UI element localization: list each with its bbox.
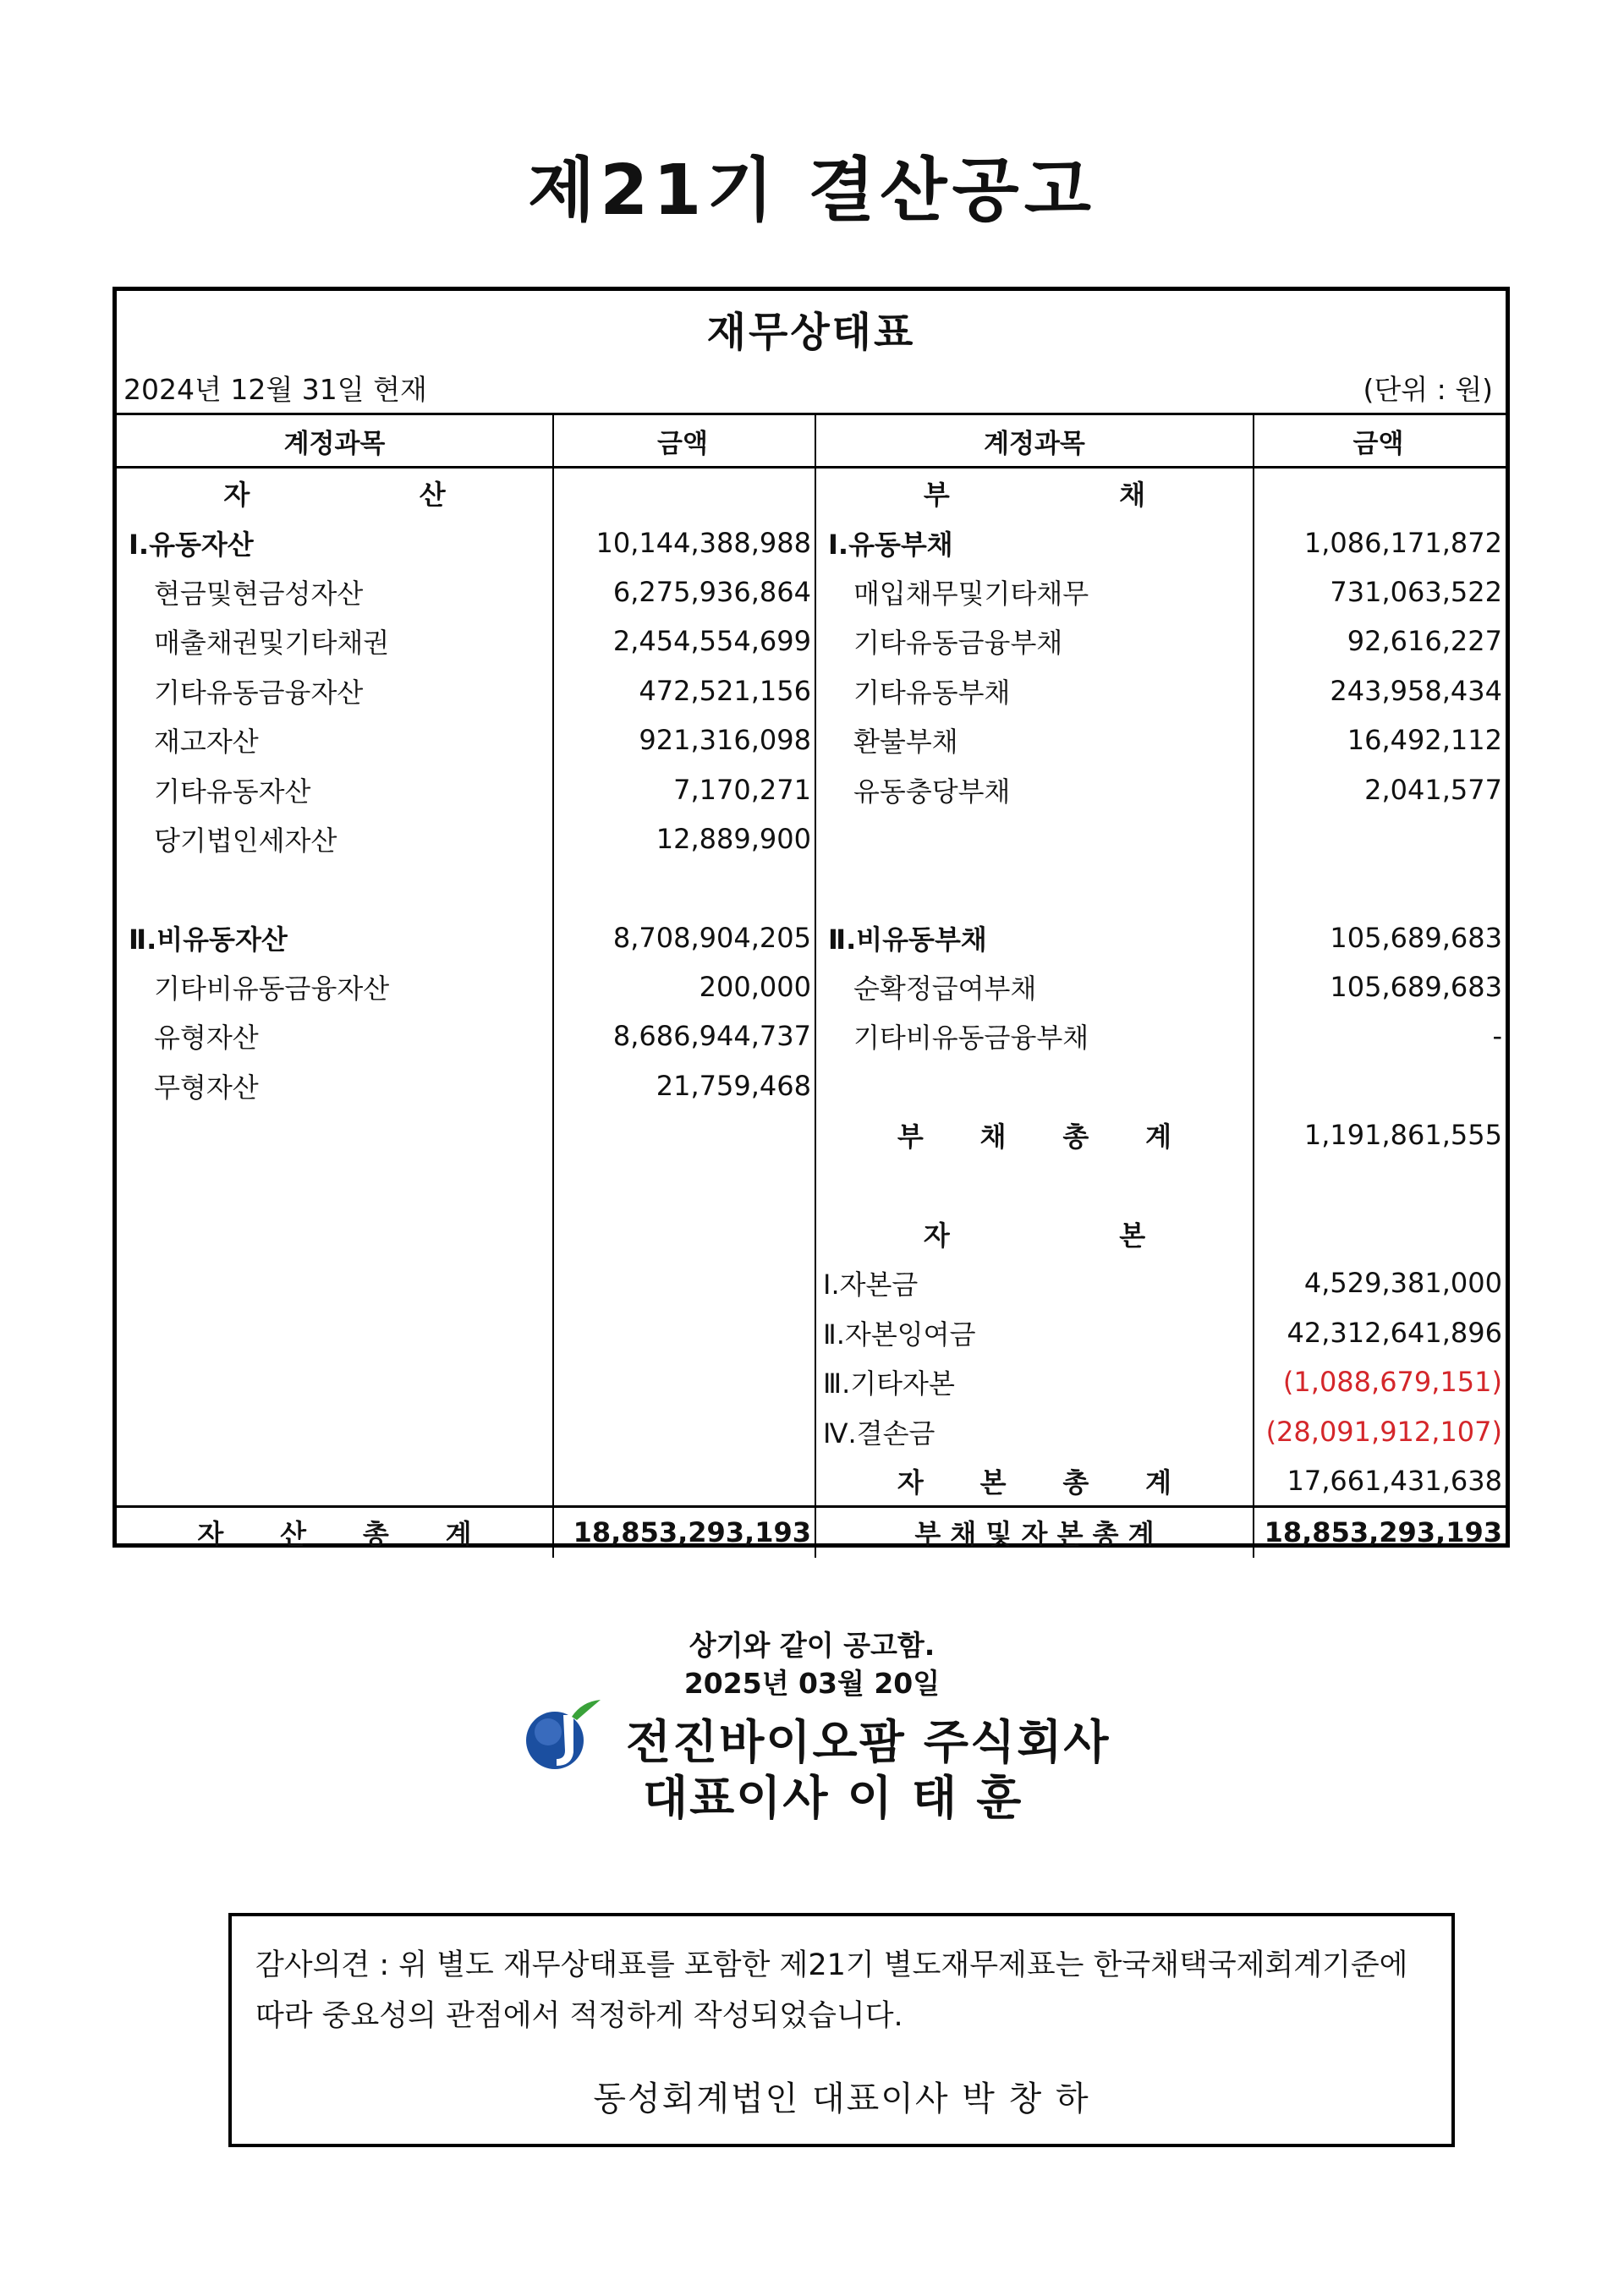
total-liabilities-equity-label: 부 채 및 자 본 총 계 — [815, 1507, 1254, 1558]
liability-amount-cell: 2,041,577 — [1364, 773, 1502, 806]
liability-amount-cell: 42,312,641,896 — [1287, 1316, 1502, 1349]
table-row — [117, 1209, 1506, 1258]
asset-amount-cell — [553, 468, 815, 518]
asset-account-cell: Ⅱ.비유동자산 — [117, 913, 553, 962]
table-row — [117, 666, 1506, 715]
asset-amount-cell: 472,521,156 — [553, 666, 815, 715]
asset-amount-cell: 8,708,904,205 — [553, 913, 815, 962]
asset-amount-cell: 2,454,554,699 — [553, 616, 815, 666]
liability-account-cell: Ⅰ.유동부채 — [815, 518, 1254, 567]
liability-account-cell: 매입채무및기타채무 — [815, 567, 1254, 616]
liability-account-cell: Ⅳ.결손금 — [815, 1406, 1254, 1455]
jeonjin-logo-icon — [523, 1698, 607, 1773]
asset-amount-cell — [553, 863, 815, 912]
asset-amount-cell — [553, 1357, 815, 1406]
header-amount-left: 금액 — [553, 414, 815, 468]
asset-account-cell — [117, 1406, 553, 1455]
asset-amount-cell — [553, 1209, 815, 1258]
asset-amount-cell: 10,144,388,988 — [553, 518, 815, 567]
asset-amount-cell — [553, 1159, 815, 1208]
header-account-left: 계정과목 — [117, 414, 553, 468]
total-assets-label: 자 산 총 계 — [117, 1507, 553, 1558]
liability-account-cell: Ⅰ.자본금 — [815, 1258, 1254, 1307]
liability-account-cell — [815, 1061, 1254, 1110]
audit-opinion-box — [228, 1913, 1455, 2147]
as-of-date: 2024년 12월 31일 현재 — [123, 373, 427, 406]
table-row — [117, 616, 1506, 666]
auditor-signature: 동성회계법인 대표이사 박 창 하 — [593, 2080, 1090, 2118]
liability-amount-cell: 1,191,861,555 — [1303, 1119, 1502, 1152]
unit-label: (단위 : 원) — [1363, 373, 1493, 406]
table-row — [117, 863, 1506, 912]
balance-sheet-table — [117, 413, 1506, 1558]
liability-account-cell — [815, 814, 1254, 863]
asset-amount-cell: 200,000 — [553, 962, 815, 1011]
asset-account-cell — [117, 1456, 553, 1507]
table-row — [117, 1110, 1506, 1159]
liability-amount-cell — [1254, 1159, 1506, 1208]
asset-account-cell — [117, 1110, 553, 1159]
asset-account-cell: 기타유동자산 — [117, 764, 553, 814]
table-row — [117, 468, 1506, 518]
asset-account-cell: 무형자산 — [117, 1061, 553, 1110]
liability-amount-cell — [1254, 863, 1506, 912]
liability-amount-cell: 243,958,434 — [1330, 674, 1502, 707]
liability-account-cell: 환불부채 — [815, 715, 1254, 764]
asset-account-cell: 유형자산 — [117, 1011, 553, 1060]
asset-account-cell: 현금및현금성자산 — [117, 567, 553, 616]
table-row — [117, 1061, 1506, 1110]
liability-account-cell: 기타비유동금융부채 — [815, 1011, 1254, 1060]
liability-account-cell: Ⅲ.기타자본 — [815, 1357, 1254, 1406]
liability-account-cell: 부 채 — [815, 468, 1254, 518]
liability-amount-cell: 1,086,171,872 — [1303, 526, 1502, 559]
liability-account-cell: 자 본 — [815, 1209, 1254, 1258]
asset-account-cell — [117, 1159, 553, 1208]
table-row — [117, 814, 1506, 863]
asset-amount-cell: 7,170,271 — [553, 764, 815, 814]
table-row — [117, 764, 1506, 814]
company-name: 전진바이오팜 주식회사 — [626, 1715, 1111, 1769]
table-row — [117, 1456, 1506, 1507]
liability-account-cell: 기타유동금융부채 — [815, 616, 1254, 666]
table-row — [117, 1308, 1506, 1357]
table-row — [117, 1258, 1506, 1307]
asset-account-cell: 기타유동금융자산 — [117, 666, 553, 715]
asset-amount-cell — [553, 1456, 815, 1507]
liability-amount-cell: (28,091,912,107) — [1265, 1415, 1502, 1448]
liability-amount-cell — [1254, 814, 1506, 863]
asset-account-cell — [117, 1209, 553, 1258]
liability-amount-cell: 92,616,227 — [1347, 625, 1502, 658]
liability-amount-cell: 17,661,431,638 — [1287, 1465, 1502, 1497]
liability-account-cell: 기타유동부채 — [815, 666, 1254, 715]
asset-account-cell — [117, 1357, 553, 1406]
liability-amount-cell: 105,689,683 — [1330, 921, 1502, 954]
liability-amount-cell — [1254, 1061, 1506, 1110]
audit-opinion-text: 감사의견 : 위 별도 재무상태표를 포함한 제21기 별도재무제표는 한국채택국제회계기준에 따라 중요성의 관점에서 적정하게 작성되었습니다. — [255, 1948, 1408, 2033]
table-row — [117, 715, 1506, 764]
liability-amount-cell: (1,088,679,151) — [1282, 1366, 1502, 1399]
balance-sheet — [112, 287, 1510, 1551]
notice-date: 2025년 03월 20일 — [683, 1667, 941, 1700]
liability-account-cell: 유동충당부채 — [815, 764, 1254, 814]
table-row — [117, 518, 1506, 567]
liability-account-cell: 부 채 총 계 — [815, 1110, 1254, 1159]
asset-account-cell: 재고자산 — [117, 715, 553, 764]
asset-account-cell: 자 산 — [117, 468, 553, 518]
notice-line: 상기와 같이 공고함. — [689, 1629, 935, 1662]
liability-account-cell: 자 본 총 계 — [815, 1456, 1254, 1507]
table-row — [117, 913, 1506, 962]
liability-amount-cell: 4,529,381,000 — [1303, 1267, 1502, 1300]
asset-amount-cell: 921,316,098 — [553, 715, 815, 764]
liability-amount-cell — [1254, 468, 1506, 518]
table-row — [117, 1159, 1506, 1208]
table-row — [117, 962, 1506, 1011]
asset-amount-cell — [553, 1406, 815, 1455]
liability-account-cell — [815, 863, 1254, 912]
asset-amount-cell — [553, 1110, 815, 1159]
header-amount-right: 금액 — [1254, 414, 1506, 468]
liability-amount-cell: 16,492,112 — [1347, 724, 1502, 757]
header-account-right: 계정과목 — [815, 414, 1254, 468]
asset-amount-cell — [553, 1308, 815, 1357]
liability-amount-cell: 105,689,683 — [1330, 971, 1502, 1004]
asset-amount-cell: 21,759,468 — [553, 1061, 815, 1110]
liability-account-cell: Ⅱ.비유동부채 — [815, 913, 1254, 962]
statement-title: 재무상태표 — [706, 309, 916, 356]
liability-amount-cell — [1254, 1209, 1506, 1258]
asset-amount-cell: 6,275,936,864 — [553, 567, 815, 616]
asset-account-cell: 기타비유동금융자산 — [117, 962, 553, 1011]
liability-account-cell: Ⅱ.자본잉여금 — [815, 1308, 1254, 1357]
liability-amount-cell: - — [1492, 1020, 1502, 1053]
asset-account-cell: Ⅰ.유동자산 — [117, 518, 553, 567]
total-row — [117, 1507, 1506, 1558]
asset-account-cell: 당기법인세자산 — [117, 814, 553, 863]
asset-amount-cell: 8,686,944,737 — [553, 1011, 815, 1060]
asset-amount-cell — [553, 1258, 815, 1307]
total-liabilities-equity-amount: 18,853,293,193 — [1254, 1507, 1506, 1558]
liability-account-cell: 순확정급여부채 — [815, 962, 1254, 1011]
asset-account-cell — [117, 1308, 553, 1357]
liability-amount-cell: 731,063,522 — [1330, 575, 1502, 608]
asset-account-cell — [117, 863, 553, 912]
asset-account-cell — [117, 1258, 553, 1307]
table-row — [117, 1406, 1506, 1455]
table-row — [117, 1011, 1506, 1060]
asset-amount-cell: 12,889,900 — [553, 814, 815, 863]
page-title: 제21기 결산공고 — [528, 151, 1096, 231]
table-header-row — [117, 414, 1506, 468]
ceo-name: 대표이사 이 태 훈 — [643, 1771, 1023, 1825]
table-row — [117, 1357, 1506, 1406]
asset-account-cell: 매출채권및기타채권 — [117, 616, 553, 666]
liability-account-cell — [815, 1159, 1254, 1208]
table-row — [117, 567, 1506, 616]
total-assets-amount: 18,853,293,193 — [553, 1507, 815, 1558]
